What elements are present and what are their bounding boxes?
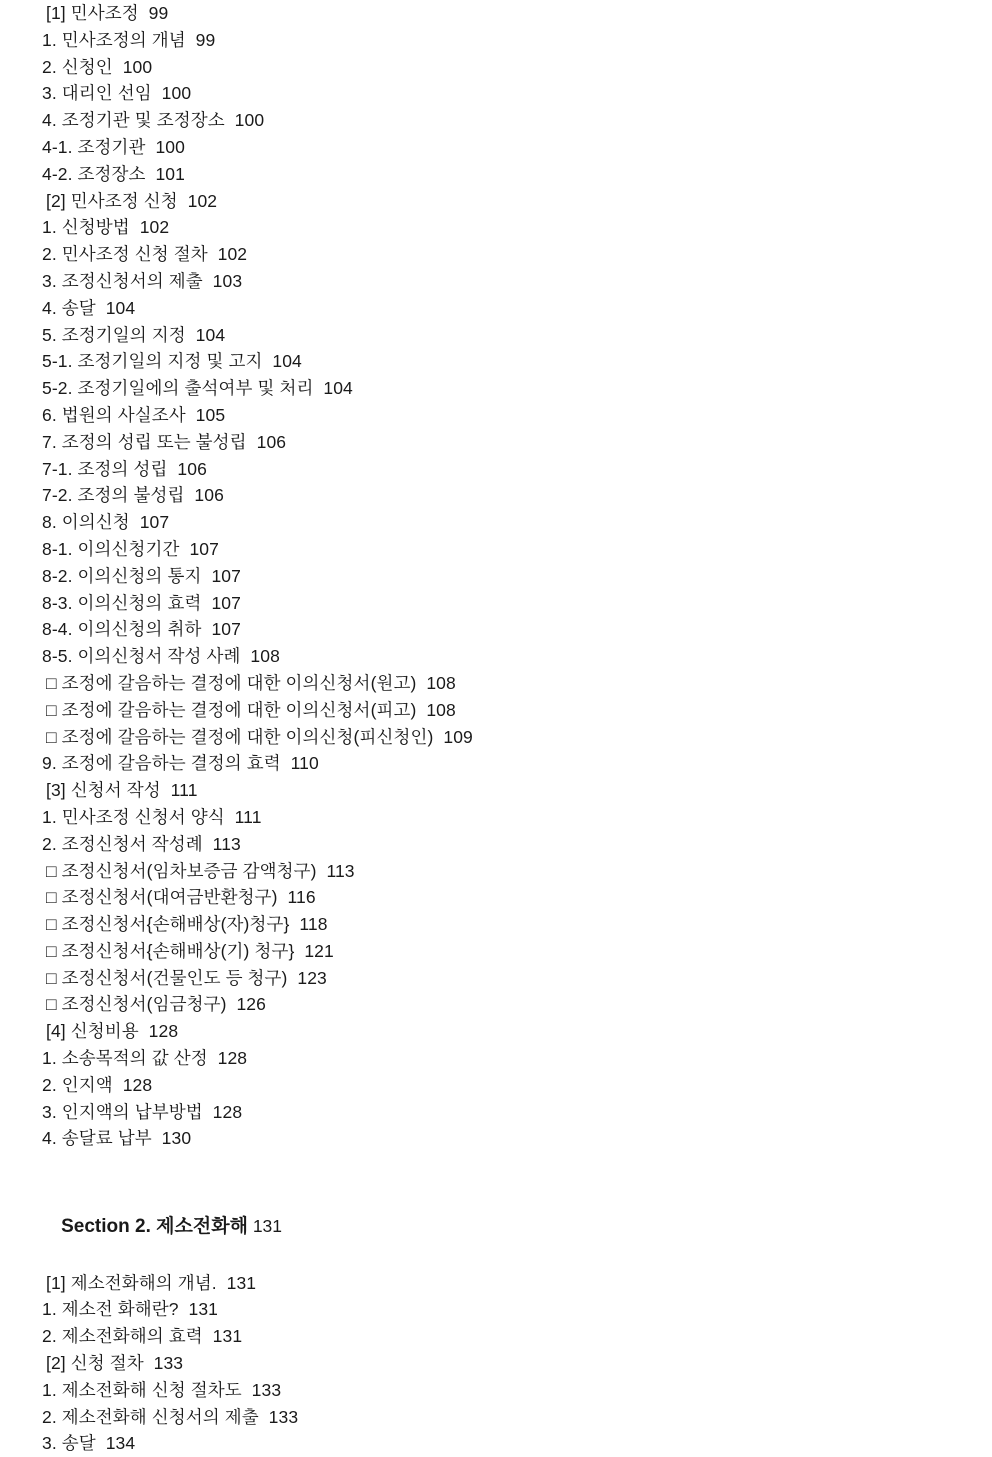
toc-entry: 3. 인지액의 납부방법 128	[42, 1101, 243, 1122]
toc-entry-list-part2	[40, 1270, 952, 1457]
toc-entry: [1] 민사조정 99	[46, 3, 169, 23]
toc-entry: □ 조정에 갈음하는 결정에 대한 이의신청(피신청인) 109	[46, 726, 473, 747]
toc-entry: 8-3. 이의신청의 효력 107	[42, 592, 241, 613]
toc-entry: 1. 제소전 화해란? 131	[42, 1299, 219, 1320]
toc-entry: [2] 신청 절차 133	[46, 1353, 184, 1374]
toc-entry: 4-2. 조정장소 101	[42, 163, 185, 184]
toc-entry: 1. 제소전화해 신청 절차도 133	[42, 1379, 282, 1400]
toc-entry: 8-2. 이의신청의 통지 107	[42, 565, 241, 586]
toc-entry: □ 조정신청서{손해배상(기) 청구} 121	[46, 940, 334, 961]
toc-entry: 8-4. 이의신청의 취하 107	[42, 619, 241, 640]
toc-entry: □ 조정신청서(임차보증금 감액청구) 113	[46, 860, 355, 881]
toc-entry: 3. 조정신청서의 제출 103	[42, 270, 243, 291]
toc-entry: 2. 신청인 100	[42, 56, 153, 77]
toc-entry: 6. 법원의 사실조사 105	[42, 404, 226, 425]
toc-entry: [1] 제소전화해의 개념. 131	[46, 1272, 257, 1293]
toc-entry: 5-1. 조정기일의 지정 및 고지 104	[42, 351, 302, 372]
toc-entry: [4] 신청비용 128	[46, 1021, 179, 1042]
toc-entry: 1. 소송목적의 값 산정 128	[42, 1048, 248, 1069]
toc-entry: 8-5. 이의신청서 작성 사례 108	[42, 646, 280, 667]
toc-entry: □ 조정에 갈음하는 결정에 대한 이의신청서(원고) 108	[46, 672, 456, 693]
toc-entry: 5-2. 조정기일에의 출석여부 및 처리 104	[42, 378, 353, 399]
toc-entry: 8. 이의신청 107	[42, 512, 170, 533]
toc-entry: 5. 조정기일의 지정 104	[42, 324, 226, 345]
toc-entry: 7-2. 조정의 불성립 106	[42, 485, 224, 506]
toc-entry: 8-1. 이의신청기간 107	[42, 538, 219, 559]
toc-entry: 1. 신청방법 102	[42, 217, 170, 238]
toc-entry: [3] 신청서 작성 111	[46, 780, 198, 801]
toc-entry: 9. 조정에 갈음하는 결정의 효력 110	[42, 753, 319, 774]
section-heading-title: Section 2. 제소전화해	[61, 1216, 248, 1238]
toc-entry-list-part1	[40, 0, 952, 1152]
section-heading-page: 131	[252, 1216, 283, 1237]
toc-entry: 3. 대리인 선임 100	[42, 83, 192, 104]
toc-entry: 7. 조정의 성립 또는 불성립 106	[42, 431, 287, 452]
toc-entry: 7-1. 조정의 성립 106	[42, 458, 207, 479]
toc-entry: 1. 민사조정의 개념 99	[42, 29, 216, 50]
section-heading	[40, 1186, 952, 1267]
toc-entry: □ 조정신청서(건물인도 등 청구) 123	[46, 967, 327, 988]
toc-entry: 2. 조정신청서 작성례 113	[42, 833, 241, 854]
toc-entry: □ 조정신청서{손해배상(자)청구} 118	[46, 914, 328, 935]
toc-entry: 2. 제소전화해의 효력 131	[42, 1326, 243, 1347]
toc-entry: □ 조정에 갈음하는 결정에 대한 이의신청서(피고) 108	[46, 699, 456, 720]
toc-entry: 4-1. 조정기관 100	[42, 136, 185, 157]
toc-entry: □ 조정신청서(대여금반환청구) 116	[46, 887, 316, 908]
toc-entry: 4. 송달료 납부 130	[42, 1128, 192, 1149]
toc-entry: 2. 제소전화해 신청서의 제출 133	[42, 1406, 299, 1427]
toc-entry: 2. 민사조정 신청 절차 102	[42, 244, 248, 265]
toc-entry: 2. 인지액 128	[42, 1074, 153, 1095]
toc-entry: 1. 민사조정 신청서 양식 111	[42, 806, 262, 827]
toc-entry: 4. 조정기관 및 조정장소 100	[42, 110, 265, 131]
toc-entry: 4. 송달 104	[42, 297, 136, 318]
toc-entry: □ 조정신청서(임금청구) 126	[46, 994, 266, 1015]
toc-entry: [2] 민사조정 신청 102	[46, 190, 218, 211]
toc-entry: 3. 송달 134	[42, 1433, 136, 1454]
